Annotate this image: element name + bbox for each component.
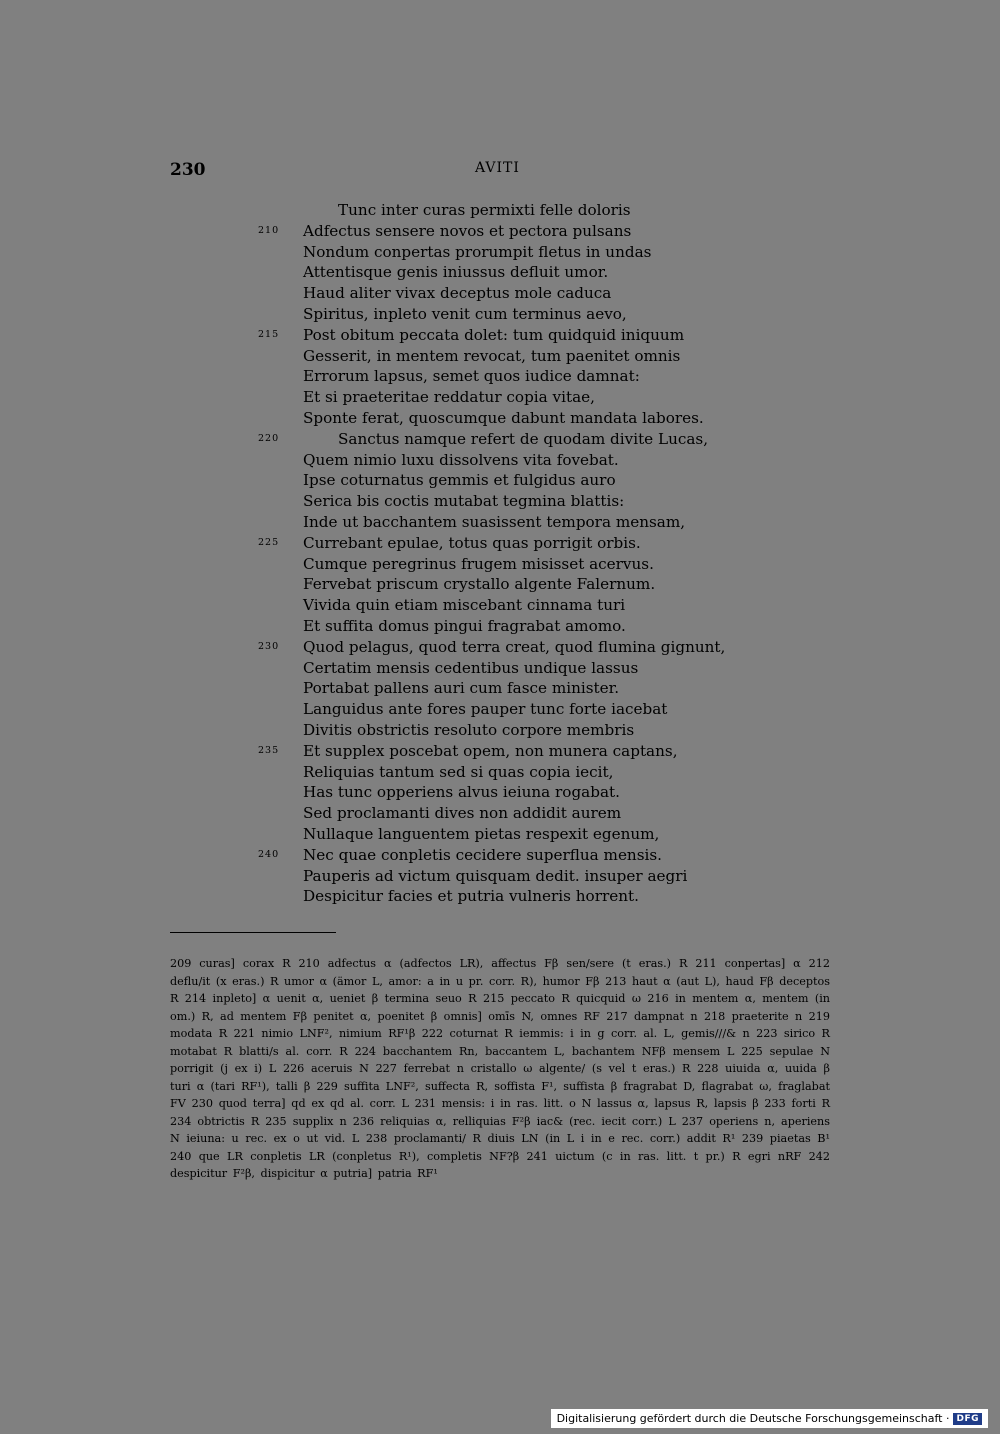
verse-line — [258, 616, 778, 637]
verse-text: Post obitum peccata dolet: tum quidquid iniquum — [303, 325, 685, 344]
running-title: AVITI — [475, 160, 520, 176]
verse-text: Languidus ante fores pauper tunc forte iacebat — [303, 700, 668, 719]
verse-number: 215 — [258, 328, 280, 340]
verse-text: Adfectus sensere novos et pectora pulsans — [303, 221, 632, 240]
verse-number: 235 — [258, 744, 280, 756]
verse-text: Has tunc opperiens alvus ieiuna rogabat. — [303, 783, 620, 802]
verse-text: Quod pelagus, quod terra creat, quod flumina gignunt, — [303, 637, 726, 656]
verse-line — [258, 512, 778, 533]
verse-line — [258, 574, 778, 595]
verse-text: Sed proclamanti dives non addidit aurem — [303, 804, 622, 823]
verse-text: Tunc inter curas permixti felle doloris — [338, 201, 631, 219]
verse-text: Fervebat priscum crystallo algente Falernum. — [303, 575, 656, 594]
verse-text: Inde ut bacchantem suasissent tempora mensam, — [303, 512, 686, 531]
verse-line — [258, 886, 778, 907]
verse-line — [258, 782, 778, 803]
verse-line — [258, 262, 778, 283]
verse-text: Haud aliter vivax deceptus mole caduca — [303, 284, 612, 303]
verse-line — [258, 304, 778, 325]
verse-line — [258, 824, 778, 845]
poem-text — [258, 200, 778, 907]
page-number: 230 — [170, 160, 206, 180]
verse-text: Currebant epulae, totus quas porrigit orbis. — [303, 533, 641, 552]
verse-text: Nullaque languentem pietas respexit egenum, — [303, 824, 660, 843]
verse-line — [258, 699, 778, 720]
verse-number: 210 — [258, 224, 280, 236]
verse-text: Quem nimio luxu dissolvens vita fovebat. — [303, 450, 619, 469]
verse-text: Et suffita domus pingui fragrabat amomo. — [303, 616, 626, 635]
verse-text: Vivida quin etiam miscebant cinnama turi — [303, 596, 626, 615]
critical-apparatus: 209 curas] corax R 210 adfectus α (adfectos LR), affectus Fβ sen/sere (t eras.) R 211 conpertas] α 212 deflu/it (x eras.) R umor α (ämor L, amor: a in u pr. corr. R), humor Fβ 213 haut α (aut L), haud Fβ deceptos R 214 inpleto] α uenit α, ueniet β termina seuo R 215 peccato R quicquid ω 216 in mentem α, mentem (in om.) R, ad mentem Fβ penitet α, poenitet β omnis] omīs N, omnes RF 217 dampnat n 218 praeterite n 219 modata R 221 nimio LNF², nimium RF¹β 222 coturnat R iemmis: i in g corr. al. L, gemis///& n 223 sirico R motabat R blatti/s al. corr. R 224 bacchantem Rn, baccantem L, bachantem NFβ mensem L 225 sepulae N porrigit (j ex i) L 226 aceruis N 227 ferrebat n cristallo ω algente/ (s vel t eras.) R 228 uiuida α, uuida β turi α (tari RF¹), talli β 229 suffita LNF², suffecta R, soffista F¹, suffista β fragrabat D, flagrabat ω, fraglabat FV 230 quod terra] qd ex qd al. corr. L 231 mensis: i in ras. litt. o N lassus α, lapsus R, lapsis β 233 forti R 234 obtrictis R 235 supplix n 236 reliquias α, relliquias F²β iac& (rec. iecit corr.) L 237 operiens n, aperiens N ieiuna: u rec. ex o ut vid. L 238 proclamanti/ R diuis LN (in L i in e rec. corr.) addit R¹ 239 piaetas B¹ 240 que LR conpletis LR (conpletus R¹), completis NF?β 241 uictum (c in ras. litt. t pr.) R egri nRF 242 despicitur F²β, dispicitur α putria] patria RF¹ — [170, 957, 830, 1180]
verse-line — [258, 325, 778, 346]
verse-text: Serica bis coctis mutabat tegmina blattis: — [303, 492, 625, 511]
verse-text: Cumque peregrinus frugem misisset acervus. — [303, 554, 654, 573]
verse-line — [258, 741, 778, 762]
verse-line — [258, 678, 778, 699]
verse-line — [258, 387, 778, 408]
verse-line — [258, 595, 778, 616]
verse-text: Errorum lapsus, semet quos iudice damnat: — [303, 367, 640, 386]
verse-line — [258, 242, 778, 263]
verse-line — [258, 366, 778, 387]
verse-text: Ipse coturnatus gemmis et fulgidus auro — [303, 471, 616, 490]
verse-text: Attentisque genis iniussus defluit umor. — [303, 263, 609, 282]
verse-text: Et si praeteritae reddatur copia vitae, — [303, 388, 595, 407]
verse-text: Nondum conpertas prorumpit fletus in undas — [303, 242, 652, 261]
verse-text: Divitis obstrictis resoluto corpore membris — [303, 720, 635, 739]
verse-text: Sponte ferat, quoscumque dabunt mandata labores. — [303, 408, 704, 427]
verse-number: 240 — [258, 848, 280, 860]
page-header — [170, 160, 820, 184]
verse-line — [258, 283, 778, 304]
verse-line — [258, 762, 778, 783]
verse-line — [258, 658, 778, 679]
verse-line — [258, 866, 778, 887]
verse-line — [258, 429, 778, 450]
dfg-logo: DFG — [953, 1413, 982, 1425]
verse-line — [258, 803, 778, 824]
verse-line — [258, 450, 778, 471]
verse-text: Despicitur facies et putria vulneris horrent. — [303, 887, 639, 906]
verse-line — [258, 845, 778, 866]
verse-text: Pauperis ad victum quisquam dedit. insuper aegri — [303, 866, 688, 885]
verse-text: Gesserit, in mentem revocat, tum paenitet omnis — [303, 346, 681, 365]
footnote-divider — [170, 932, 336, 933]
verse-text: Reliquias tantum sed si quas copia iecit, — [303, 762, 614, 781]
verse-number: 220 — [258, 432, 280, 444]
verse-line — [258, 720, 778, 741]
verse-number: 230 — [258, 640, 280, 652]
verse-line — [258, 470, 778, 491]
verse-line — [258, 533, 778, 554]
verse-text: Nec quae conpletis cecidere superflua mensis. — [303, 845, 662, 864]
verse-number: 225 — [258, 536, 280, 548]
verse-text: Et supplex poscebat opem, non munera captans, — [303, 741, 678, 760]
verse-line — [258, 637, 778, 658]
verse-line — [258, 491, 778, 512]
verse-text: Certatim mensis cedentibus undique lassus — [303, 658, 639, 677]
verse-line — [258, 221, 778, 242]
verse-line — [258, 408, 778, 429]
verse-text: Sanctus namque refert de quodam divite Lucas, — [338, 429, 709, 448]
verse-line — [258, 200, 778, 221]
funding-text: Digitalisierung gefördert durch die Deutsche Forschungsgemeinschaft · — [556, 1412, 950, 1425]
verse-text: Spiritus, inpleto venit cum terminus aevo, — [303, 304, 627, 323]
verse-line — [258, 554, 778, 575]
verse-line — [258, 346, 778, 367]
verse-text: Portabat pallens auri cum fasce minister. — [303, 679, 620, 698]
funding-footer — [551, 1409, 988, 1428]
